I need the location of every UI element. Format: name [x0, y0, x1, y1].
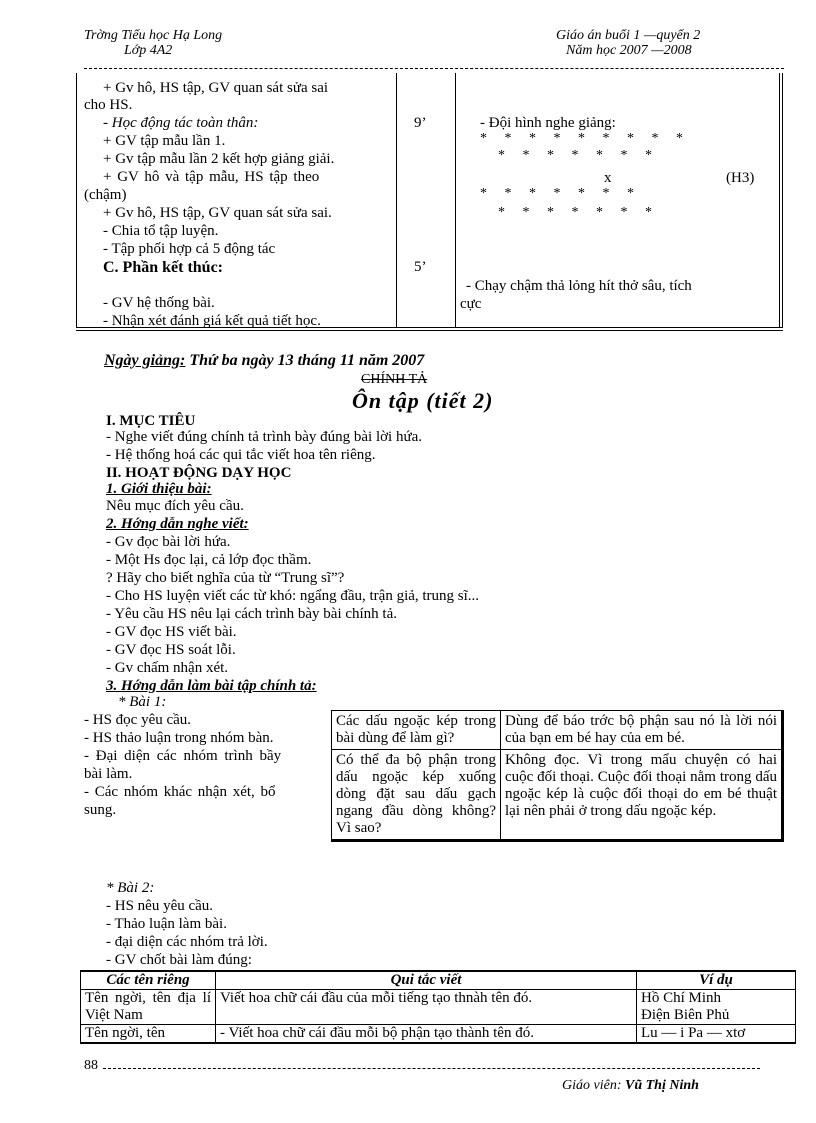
- table-row: [332, 750, 783, 841]
- formation-row: * * * * * * *: [498, 148, 652, 163]
- exercise-1-step: bài làm.: [84, 766, 133, 782]
- time-cell: 5’: [414, 259, 427, 275]
- exercise-1-step: - Các nhóm khác nhận xét, bổ: [84, 784, 276, 800]
- exercise-2-step: - GV chốt bài làm đúng:: [106, 952, 252, 968]
- objective-1: - Nghe viết đúng chính tả trình bày đúng bài lời hứa.: [106, 429, 422, 445]
- page-number: 88: [84, 1058, 98, 1073]
- exercise-2-step: - HS nêu yêu cầu.: [106, 898, 214, 914]
- time-cell: 9’: [414, 115, 427, 131]
- exercise-2-step: - đại diện các nhóm trả lời.: [106, 934, 268, 950]
- guide-step: - Yêu cầu HS nêu lại cách trình bày bài chính tả.: [106, 606, 398, 622]
- guide-step: - Cho HS luyện viết các từ khó: ngẩng đầu, trận giả, trung sĩ...: [106, 588, 480, 604]
- activity-line: cho HS.: [84, 97, 133, 113]
- class-name: Lớp 4A2: [124, 43, 173, 58]
- end-activity: - Chạy chậm thả lỏng hít thở sâu, tích: [466, 278, 692, 294]
- figure-label: (H3): [726, 170, 755, 186]
- section-objectives: I. MỤC TIÊU: [106, 413, 196, 429]
- exercise-1-step: - HS thảo luận trong nhóm bàn.: [84, 730, 274, 746]
- lesson-date: [104, 352, 424, 370]
- answer-cell: Không đọc. Vì trong mẩu chuyện có hai cuộc đối thoại. Cuộc đối thoại nằm trong dấu ngoặc kép là cuộc đối thoại do em bé thuật lại nên phải ở trong dấu ngoặc kép.: [501, 750, 783, 841]
- activity-line: + GV tập mẫu lần 1.: [103, 133, 226, 149]
- intro-text: Nêu mục đích yêu cầu.: [106, 498, 244, 514]
- school-year: Năm học 2007 —2008: [566, 43, 692, 58]
- activity-line: - Tập phối hợp cả 5 động tác: [103, 241, 276, 257]
- activity-line: + GV hô và tập mẫu, HS tập theo: [103, 169, 320, 185]
- qa-table: [331, 710, 784, 842]
- question-cell: Các dấu ngoặc kép trong bài dùng để làm gì?: [332, 711, 501, 750]
- exercise-1-step: - HS đọc yêu cầu.: [84, 712, 192, 728]
- example-cell: Lu — i Pa — xtơ: [637, 1025, 796, 1044]
- table-row: [81, 1025, 796, 1044]
- activity-line: (chậm): [84, 187, 127, 203]
- guide-step: - GV đọc HS soát lỗi.: [106, 642, 236, 658]
- table-row: [81, 990, 796, 1025]
- example-cell: Hồ Chí Minh Điện Biên Phủ: [637, 990, 796, 1025]
- exercise-1-step: - Đại diện các nhóm trình bầy: [84, 748, 282, 764]
- exercise-1-label: * Bài 1:: [118, 694, 167, 710]
- exercise-heading: 3. Hớng dẫn làm bài tập chính tả:: [106, 678, 317, 694]
- plan-title: Giáo án buổi 1 —quyển 2: [556, 28, 701, 43]
- lesson-title: Ôn tập (tiết 2): [352, 388, 494, 413]
- formation-row: * * * * * * *: [498, 205, 652, 220]
- guide-step: ? Hãy cho biết nghĩa của từ “Trung sĩ”?: [106, 570, 345, 586]
- guide-step: - Gv đọc bài lời hứa.: [106, 534, 231, 550]
- guide-step: - Gv chấm nhận xét.: [106, 660, 229, 676]
- exercise-2-step: - Thảo luận làm bài.: [106, 916, 227, 932]
- section-c-heading: C. Phần kết thúc:: [103, 259, 224, 276]
- table-header-row: [81, 971, 796, 990]
- header-cell: Các tên riêng: [81, 971, 216, 990]
- end-activity-cont: cực: [460, 296, 482, 312]
- rule-cell: Viết hoa chữ cái đầu của mỗi tiếng tạo thnàh tên đó.: [216, 990, 637, 1025]
- name-cell: Tên ngời, tên địa lí Việt Nam: [81, 990, 216, 1025]
- activity-line: + Gv tập mẫu lần 2 kết hợp giảng giải.: [103, 151, 335, 167]
- name-cell: Tên ngời, tên: [81, 1025, 216, 1044]
- activity-line: + Gv hô, HS tập, GV quan sát sửa sai.: [103, 205, 332, 221]
- activity-line: - GV hệ thống bài.: [103, 295, 215, 311]
- date-value: Thứ ba ngày 13 tháng 11 năm 2007: [185, 352, 425, 369]
- date-label: Ngày giảng:: [104, 352, 186, 369]
- activity-line: - Nhận xét đánh giá kết quả tiết học.: [103, 313, 321, 329]
- exercise-2-label: * Bài 2:: [106, 880, 155, 896]
- teacher-name: Vũ Thị Ninh: [624, 1078, 699, 1093]
- footer-divider: [103, 1068, 760, 1069]
- activity-line: - Học động tác toàn thân:: [103, 115, 259, 131]
- header-cell: Ví dụ: [637, 971, 796, 990]
- activity-line: + Gv hô, HS tập, GV quan sát sửa sai: [103, 80, 329, 96]
- teacher-label: Giáo viên:: [562, 1078, 625, 1093]
- intro-heading: 1. Giới thiệu bài:: [106, 481, 212, 497]
- rule-cell: - Viết hoa chữ cái đầu mỗi bộ phận tạo thành tên đó.: [216, 1025, 637, 1044]
- table-row: [332, 711, 783, 750]
- guide-heading: 2. Hớng dẫn nghe viết:: [106, 516, 249, 532]
- guide-step: - GV đọc HS viết bài.: [106, 624, 237, 640]
- formation-title: - Đội hình nghe giảng:: [480, 115, 616, 131]
- header-cell: Qui tắc viết: [216, 971, 637, 990]
- subject-title: CHÍNH TẢ: [361, 372, 428, 387]
- answer-cell: Dùng để báo trớc bộ phận sau nó là lời nói của bạn em bé hay của em bé.: [501, 711, 783, 750]
- formation-row: * * * * * * *: [480, 186, 634, 201]
- header-divider: [84, 68, 784, 69]
- teacher-credit: [562, 1078, 699, 1094]
- objective-2: - Hệ thống hoá các qui tắc viết hoa tên riêng.: [106, 447, 376, 463]
- section-activities: II. HOẠT ĐỘNG DẠY HỌC: [106, 465, 292, 481]
- activity-line: - Chia tổ tập luyện.: [103, 223, 219, 239]
- teacher-mark: x: [604, 170, 612, 186]
- rules-table: [80, 970, 796, 1044]
- exercise-1-step: sung.: [84, 802, 117, 818]
- formation-row: * * * * * * * * *: [480, 131, 683, 146]
- question-cell: Có thể đa bộ phận trong dấu ngoặc kép xuống dòng đặt sau dấu gạch ngang đầu dòng không? Vì sao?: [332, 750, 501, 841]
- school-name: Trờng Tiểu học Hạ Long: [84, 28, 223, 43]
- guide-step: - Một Hs đọc lại, cả lớp đọc thầm.: [106, 552, 312, 568]
